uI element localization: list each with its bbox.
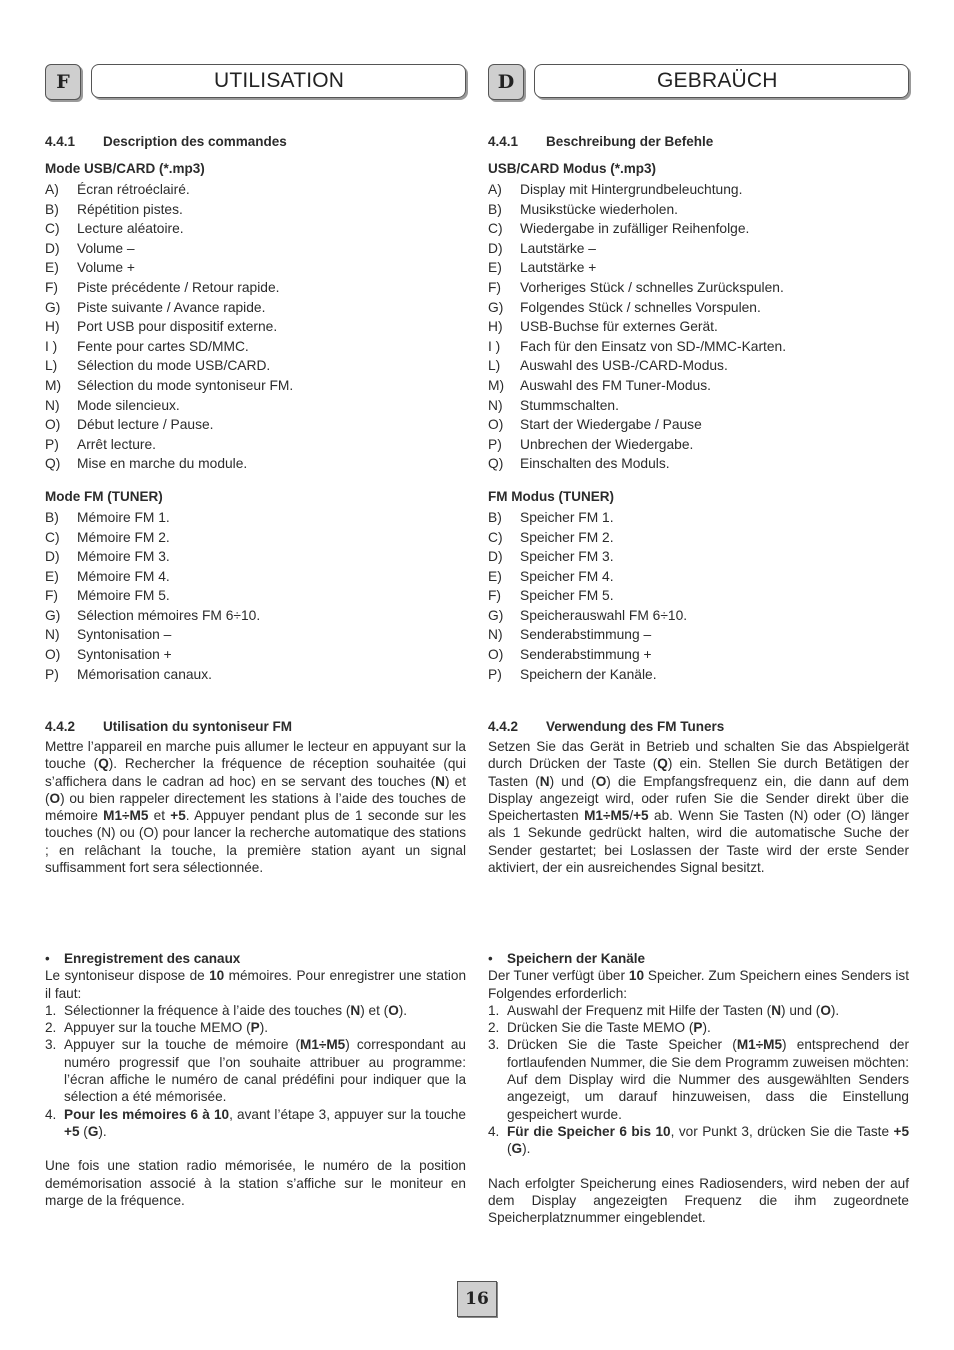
channel-storage-section — [488, 950, 909, 1226]
command-item — [45, 606, 466, 626]
command-item — [488, 547, 909, 567]
command-text: Mode silencieux. — [77, 397, 180, 413]
command-key: I ) — [488, 338, 501, 354]
command-key: I ) — [45, 338, 58, 354]
command-text: Répétition pistes. — [77, 201, 183, 217]
usb-command-list — [45, 180, 466, 474]
step-item: 3. Drücken Sie die Taste Speicher (M1÷M5) entsprechend der fortlaufenden Nummer, die Sie dem Programm zuweisen möchten: Auf dem Display wird die Nummer des ausgewählten Senders angezeigt, um darauf hinzuweisen, dass die Einstellung gespeichert wurde. — [488, 1037, 909, 1122]
command-text: Speichern der Kanäle. — [520, 666, 657, 682]
command-text: Display mit Hintergrundbeleuchtung. — [520, 182, 743, 197]
channel-storage-heading: • Speichern der Kanäle — [488, 951, 646, 966]
command-item — [488, 606, 909, 626]
subsection-4-4-2 — [488, 717, 909, 876]
command-key: E) — [488, 260, 502, 276]
command-text: Sélection du mode USB/CARD. — [77, 358, 271, 374]
command-text: Lautstärke + — [520, 260, 597, 276]
usb-command-list — [488, 180, 909, 474]
command-key: D) — [488, 240, 503, 256]
command-item — [45, 200, 466, 220]
command-key: E) — [488, 568, 502, 584]
command-key: D) — [488, 549, 503, 565]
command-key: A) — [488, 182, 502, 197]
channel-storage-section — [45, 950, 466, 1209]
command-item — [45, 547, 466, 567]
command-key: G) — [488, 299, 504, 315]
command-key: M) — [45, 377, 62, 393]
command-item — [45, 376, 466, 396]
command-text: Auswahl des USB-/CARD-Modus. — [520, 358, 728, 374]
step-item: 4. Pour les mémoires 6 à 10, avant l’étape 3, appuyer sur la touche +5 (G). — [45, 1106, 466, 1139]
command-text: USB-Buchse für externes Gerät. — [520, 319, 718, 335]
command-item — [45, 567, 466, 587]
command-key: Q) — [488, 456, 504, 472]
command-item — [45, 454, 466, 474]
command-key: B) — [45, 509, 59, 525]
command-text: Fente pour cartes SD/MMC. — [77, 338, 249, 354]
command-item — [488, 278, 909, 298]
command-key: D) — [45, 549, 60, 565]
command-item — [488, 376, 909, 396]
command-item — [488, 180, 909, 200]
fm-mode-heading: Mode FM (TUNER) — [45, 488, 163, 504]
command-text: Piste précédente / Retour rapide. — [77, 279, 280, 295]
command-item — [45, 528, 466, 548]
command-item — [45, 180, 466, 200]
language-badge: F — [45, 64, 81, 100]
subsection-4-4-1 — [45, 132, 466, 684]
command-text: Senderabstimmung – — [520, 627, 652, 643]
command-item — [45, 435, 466, 455]
closing-paragraph: Une fois une station radio mémorisée, le numéro de la position demémorisation associé à la station s’affiche sur le moniteur en marge de la fréquence. — [45, 1158, 466, 1208]
language-badge: D — [488, 64, 524, 100]
subsection-4-4-2 — [45, 717, 466, 876]
command-key: C) — [45, 529, 60, 545]
command-key: Q) — [45, 456, 61, 472]
command-item — [45, 317, 466, 337]
command-text: Sélection mémoires FM 6÷10. — [77, 607, 261, 623]
command-text: Senderabstimmung + — [520, 647, 652, 663]
command-key: N) — [488, 627, 503, 643]
command-key: O) — [45, 647, 61, 663]
tuner-usage-paragraph: Setzen Sie das Gerät in Betrieb und schalten Sie das Abspielgerät durch Drücken der Taste (Q) ein. Stellen Sie durch Betätigen der Tasten (N) und (O) die Empfangsfrequenz ein, die dann auf dem Display angezeigt wird, oder rufen Sie die Sender direkt über die Speichertasten M1÷M5/+5 ab. Wenn Sie Tasten (N) oder (O) länger als 1 Sekunde gedrückt halten, wird die automatische Suche der Sender gestartet; bei Loslassen der Taste wird der erste Sender aktiviert, der ein ausreichendes Signal besitzt. — [488, 739, 909, 876]
section-header — [488, 64, 909, 102]
closing-paragraph: Nach erfolgter Speicherung eines Radiosenders, wird neben der auf dem Display angezeigten Frequenz die ihm zugeordnete Speicherplatznummer eingeblendet. — [488, 1175, 909, 1226]
command-text: Lautstärke – — [520, 240, 596, 256]
command-text: Mémoire FM 4. — [77, 568, 170, 584]
usb-mode-heading: Mode USB/CARD (*.mp3) — [45, 161, 205, 176]
command-item — [488, 258, 909, 278]
channel-storage-heading: • Enregistrement des canaux — [45, 951, 241, 966]
command-key: N) — [45, 627, 60, 643]
command-key: N) — [488, 397, 503, 413]
command-text: Fach für den Einsatz von SD-/MMC-Karten. — [520, 338, 787, 354]
command-text: Mémoire FM 1. — [77, 509, 170, 525]
fm-command-list — [488, 508, 909, 684]
command-key: P) — [45, 666, 59, 682]
command-text: Volume – — [77, 240, 135, 256]
fm-command-list — [45, 508, 466, 684]
command-item — [45, 625, 466, 645]
command-text: Arrêt lecture. — [77, 436, 156, 452]
command-text: Syntonisation – — [77, 627, 172, 643]
command-item — [45, 278, 466, 298]
command-item — [45, 586, 466, 606]
command-text: Auswahl des FM Tuner-Modus. — [520, 377, 711, 393]
command-text: Folgendes Stück / schnelles Vorspulen. — [520, 299, 761, 315]
command-key: O) — [45, 417, 61, 433]
command-item — [45, 298, 466, 318]
command-text: Mise en marche du module. — [77, 456, 248, 472]
tuner-usage-paragraph: Mettre l’appareil en marche puis allumer le lecteur en appuyant sur la touche (Q). Rechercher la fréquence de réception souhaitée (qui s’affichera dans le cadran ad hoc) en se servant des touches (N) et (O) ou bien rappeler directement les stations à l’aide des touches de mémoire M1÷M5 et +5. Appuyer pendant plus de 1 seconde sur les touches (N) ou (O) pour lancer la recherche automatique des stations ; en relâchant la touche, la première station ayant un signal suffisamment fort sera sélectionnée. — [45, 739, 467, 876]
command-item — [45, 645, 466, 665]
command-item — [488, 625, 909, 645]
column-german — [488, 64, 909, 1226]
command-key: E) — [45, 260, 59, 276]
command-text: Piste suivante / Avance rapide. — [77, 299, 266, 315]
command-text: Mémoire FM 5. — [77, 588, 170, 604]
command-item — [488, 665, 909, 685]
command-text: Einschalten des Moduls. — [520, 456, 670, 472]
command-text: Speicher FM 5. — [520, 588, 614, 604]
command-item — [45, 219, 466, 239]
subsection-4-4-1 — [488, 132, 909, 684]
command-item — [488, 317, 909, 337]
command-text: Mémoire FM 3. — [77, 549, 170, 565]
step-item: 1. Sélectionner la fréquence à l’aide des touches (N) et (O). — [45, 1002, 408, 1018]
command-key: H) — [488, 319, 503, 335]
command-item — [488, 508, 909, 528]
command-item — [488, 567, 909, 587]
command-key: F) — [488, 588, 502, 604]
command-text: Sélection du mode syntoniseur FM. — [77, 377, 294, 393]
command-key: C) — [488, 529, 503, 545]
command-item — [45, 665, 466, 685]
command-item — [488, 219, 909, 239]
command-text: Stummschalten. — [520, 397, 619, 413]
page-number: 16 — [457, 1281, 497, 1317]
command-item — [488, 239, 909, 259]
command-key: N) — [45, 397, 60, 413]
command-text: Vorheriges Stück / schnelles Zurückspulen. — [520, 279, 784, 295]
command-item — [488, 645, 909, 665]
command-text: Speicher FM 3. — [520, 549, 614, 565]
command-key: F) — [45, 588, 59, 604]
command-key: A) — [45, 182, 59, 197]
command-key: B) — [488, 509, 502, 525]
command-key: G) — [45, 607, 61, 623]
step-item: 1. Auswahl der Frequenz mit Hilfe der Tasten (N) und (O). — [488, 1002, 840, 1018]
command-item — [45, 239, 466, 259]
subsection-heading: 4.4.2 Utilisation du syntoniseur FM — [45, 719, 293, 734]
command-item — [488, 454, 909, 474]
command-item — [45, 258, 466, 278]
command-key: B) — [45, 201, 59, 217]
channel-storage-steps — [45, 1002, 466, 1140]
command-text: Mémorisation canaux. — [77, 666, 212, 682]
command-text: Syntonisation + — [77, 647, 172, 663]
command-text: Speicher FM 4. — [520, 568, 614, 584]
command-text: Port USB pour dispositif externe. — [77, 319, 278, 335]
section-title: GEBRAÜCH — [534, 64, 909, 98]
command-item — [488, 200, 909, 220]
command-item — [488, 415, 909, 435]
command-item — [488, 298, 909, 318]
section-header — [45, 64, 466, 102]
command-key: F) — [45, 279, 59, 295]
channel-storage-intro: Le syntoniseur dispose de 10 mémoires. Pour enregistrer une station il faut: — [45, 968, 466, 1001]
command-item — [45, 415, 466, 435]
command-text: Wiedergabe in zufälliger Reihenfolge. — [520, 221, 750, 237]
command-text: Speicher FM 1. — [520, 509, 614, 525]
command-key: M) — [488, 377, 505, 393]
command-item — [45, 396, 466, 416]
command-item — [45, 356, 466, 376]
channel-storage-steps — [488, 1002, 909, 1158]
command-key: O) — [488, 647, 504, 663]
command-key: C) — [45, 221, 60, 237]
step-item: 2. Appuyer sur la touche MEMO (P). — [45, 1020, 268, 1036]
command-key: G) — [488, 607, 504, 623]
command-key: F) — [488, 279, 502, 295]
step-item: 3. Appuyer sur la touche de mémoire (M1÷M5) correspondant au numéro progressif que l’on souhaite attribuer au programme: l’écran affiche le numéro de canal prédéfini pour indiquer que la sélection a été mémorisée. — [45, 1037, 466, 1105]
command-key: P) — [45, 436, 59, 452]
command-key: P) — [488, 666, 502, 682]
command-key: P) — [488, 436, 502, 452]
subsection-heading: 4.4.2 Verwendung des FM Tuners — [488, 719, 725, 734]
command-item — [488, 435, 909, 455]
channel-storage-intro: Der Tuner verfügt über 10 Speicher. Zum Speichern eines Senders ist Folgendes erforderlich: — [488, 968, 909, 1001]
column-french — [45, 64, 467, 1208]
command-text: Début lecture / Pause. — [77, 417, 214, 433]
command-item — [45, 508, 466, 528]
step-item: 2. Drücken Sie die Taste MEMO (P). — [488, 1020, 711, 1036]
command-key: C) — [488, 221, 503, 237]
command-key: E) — [45, 568, 59, 584]
command-text: Mémoire FM 2. — [77, 529, 170, 545]
subsection-heading: 4.4.1 Description des commandes — [45, 134, 287, 149]
command-text: Unbrechen der Wiedergabe. — [520, 436, 694, 452]
usb-mode-heading: USB/CARD Modus (*.mp3) — [488, 161, 656, 176]
command-key: O) — [488, 417, 504, 433]
command-text: Speicherauswahl FM 6÷10. — [520, 607, 688, 623]
command-key: L) — [488, 358, 501, 374]
command-item — [488, 337, 909, 357]
command-text: Speicher FM 2. — [520, 529, 614, 545]
step-item: 4. Für die Speicher 6 bis 10, vor Punkt 3, drücken Sie die Taste +5 (G). — [488, 1123, 909, 1157]
command-text: Volume + — [77, 260, 135, 276]
command-text: Start der Wiedergabe / Pause — [520, 417, 702, 433]
command-text: Musikstücke wiederholen. — [520, 201, 678, 217]
command-item — [488, 528, 909, 548]
subsection-heading: 4.4.1 Beschreibung der Befehle — [488, 134, 714, 149]
command-key: G) — [45, 299, 61, 315]
command-text: Écran rétroéclairé. — [77, 182, 190, 197]
fm-mode-heading: FM Modus (TUNER) — [488, 488, 614, 504]
command-text: Lecture aléatoire. — [77, 221, 184, 237]
command-item — [488, 586, 909, 606]
command-key: B) — [488, 201, 502, 217]
command-item — [488, 396, 909, 416]
command-key: D) — [45, 240, 60, 256]
command-item — [488, 356, 909, 376]
command-key: H) — [45, 319, 60, 335]
command-item — [45, 337, 466, 357]
command-key: L) — [45, 358, 58, 374]
section-title: UTILISATION — [91, 64, 466, 98]
